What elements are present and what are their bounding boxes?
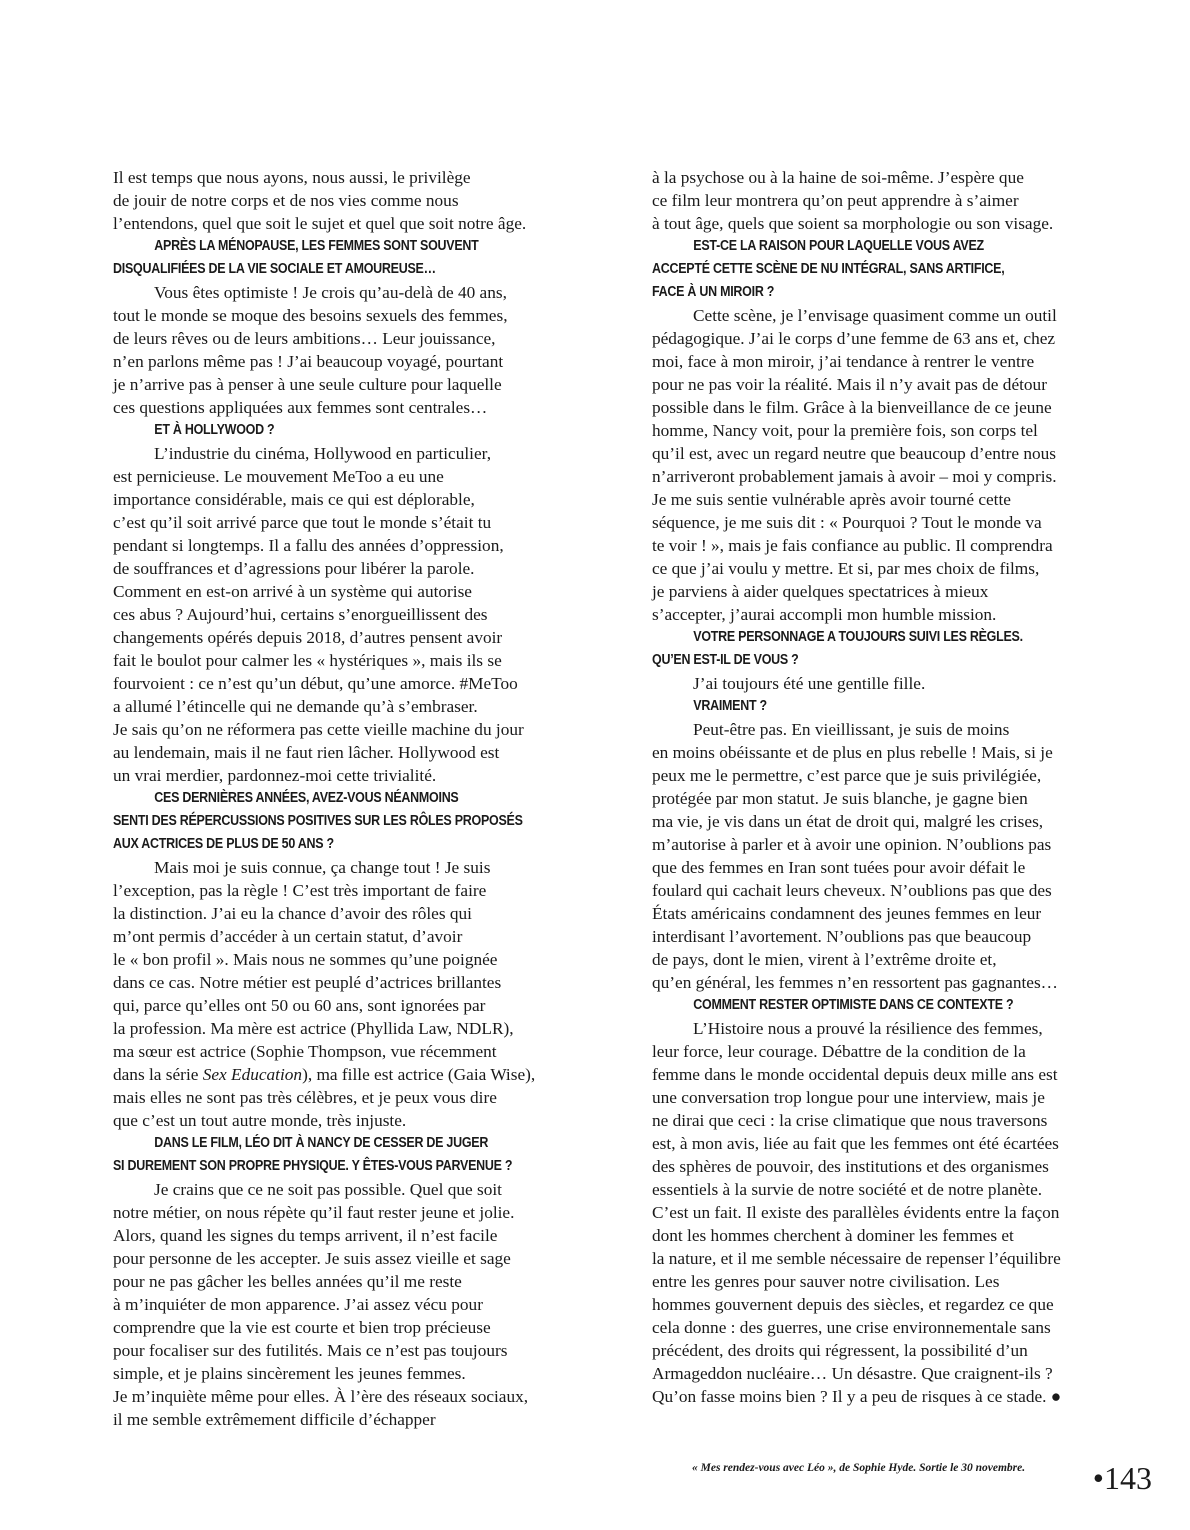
line-text: je parviens à aider quelques spectatrices à mieux <box>652 582 989 601</box>
line-text: Je crains que ce ne soit pas possible. Quel que soit <box>154 1180 502 1199</box>
line-text: séquence, je me suis dit : « Pourquoi ? Tout le monde va <box>652 513 1042 532</box>
body-text-line <box>652 925 1122 948</box>
body-text-line <box>652 741 1122 764</box>
line-text: a allumé l’étincelle qui ne demande qu’à s’embraser. <box>113 697 478 716</box>
body-text-line <box>652 166 1122 189</box>
body-text-line <box>113 603 583 626</box>
line-text: qu’il est, avec un regard neutre que beaucoup d’entre nous <box>652 444 1057 463</box>
interview-question-line <box>652 281 1056 304</box>
line-text: dans la série <box>113 1065 203 1084</box>
body-text-line <box>652 902 1122 925</box>
line-text: que c’est un tout autre monde, très injuste. <box>113 1111 407 1130</box>
line-text: Je me suis sentie vulnérable après avoir tourné cette <box>652 490 1011 509</box>
body-text-line <box>113 534 583 557</box>
body-text-line <box>652 1247 1122 1270</box>
line-text: DANS LE FILM, LÉO DIT À NANCY DE CESSER DE JUGER <box>154 1135 489 1151</box>
line-text: Il est temps que nous ayons, nous aussi, le privilège <box>113 168 471 187</box>
body-text-line <box>652 396 1122 419</box>
interview-question-line <box>113 419 517 442</box>
line-text: m’autorise à parler et à avoir une opinion. N’oublions pas <box>652 835 1052 854</box>
body-text-line <box>113 649 583 672</box>
interview-question-line <box>113 1155 517 1178</box>
line-text: Alors, quand les signes du temps arrivent, il n’est facile <box>113 1226 498 1245</box>
body-text-line <box>652 419 1122 442</box>
line-text: en moins obéissante et de plus en plus rebelle ! Mais, si je <box>652 743 1053 762</box>
line-text: de pays, dont le mien, virent à l’extrême droite et, <box>652 950 997 969</box>
line-text: cela donne : des guerres, une crise environnementale sans <box>652 1318 1051 1337</box>
body-text-line <box>652 580 1122 603</box>
body-text-line <box>652 1063 1122 1086</box>
line-text: précédent, des droits qui régressent, la possibilité d’un <box>652 1341 1028 1360</box>
body-text-line <box>652 350 1122 373</box>
body-text-line <box>652 1293 1122 1316</box>
article-column-left <box>113 166 583 1431</box>
body-text-line <box>652 1109 1122 1132</box>
body-text-line <box>652 833 1122 856</box>
body-text-line <box>113 672 583 695</box>
body-text-line <box>113 1339 583 1362</box>
body-text-line <box>652 557 1122 580</box>
line-text: à tout âge, quels que soient sa morphologie ou son visage. <box>652 214 1054 233</box>
body-text-line <box>113 488 583 511</box>
line-text: notre métier, on nous répète qu’il faut rester jeune et jolie. <box>113 1203 515 1222</box>
body-text-line <box>113 166 583 189</box>
line-text: des sphères de pouvoir, des institutions et des organismes <box>652 1157 1049 1176</box>
film-credit: « Mes rendez-vous avec Léo », de Sophie Hyde. Sortie le 30 novembre. <box>692 1462 1026 1474</box>
line-text: que des femmes en Iran sont tuées pour avoir défait le <box>652 858 1026 877</box>
body-text-line <box>652 856 1122 879</box>
line-text: la nature, et il me semble nécessaire de repenser l’équilibre <box>652 1249 1061 1268</box>
line-text: ces questions appliquées aux femmes sont centrales… <box>113 398 488 417</box>
body-text-line <box>113 1362 583 1385</box>
series-title: Sex Education <box>202 1065 303 1084</box>
body-text-line <box>113 511 583 534</box>
body-text-line <box>113 557 583 580</box>
line-text: une conversation trop longue pour une interview, mais je <box>652 1088 1045 1107</box>
interview-question-line <box>652 258 1056 281</box>
body-text-line <box>113 304 583 327</box>
line-text: importance considérable, mais ce qui est déplorable, <box>113 490 475 509</box>
body-text-line <box>113 1040 583 1063</box>
body-text-line <box>113 327 583 350</box>
line-text: ACCEPTÉ CETTE SCÈNE DE NU INTÉGRAL, SANS ARTIFICE, <box>652 261 1005 277</box>
body-text-line <box>113 1385 583 1408</box>
body-text-line <box>113 1063 583 1086</box>
line-text: fourvoient : ce n’est qu’un début, qu’une amorce. #MeToo <box>113 674 518 693</box>
body-text-line <box>652 1362 1122 1385</box>
line-text: m’ont permis d’accéder à un certain statut, d’avoir <box>113 927 463 946</box>
interview-question-line <box>113 1132 517 1155</box>
line-text: de souffrances et d’agressions pour libérer la parole. <box>113 559 475 578</box>
body-text-line <box>652 465 1122 488</box>
body-text-line <box>113 1178 583 1201</box>
line-text: l’entendons, quel que soit le sujet et quel que soit notre âge. <box>113 214 527 233</box>
line-text: est pernicieuse. Le mouvement MeToo a eu une <box>113 467 444 486</box>
line-text: entre les genres pour sauver notre civilisation. Les <box>652 1272 1000 1291</box>
line-text: SENTI DES RÉPERCUSSIONS POSITIVES SUR LES RÔLES PROPOSÉS <box>113 813 523 829</box>
body-text-line <box>113 1086 583 1109</box>
line-text: de leurs rêves ou de leurs ambitions… Leur jouissance, <box>113 329 496 348</box>
body-text-line <box>652 948 1122 971</box>
body-text-line <box>652 1086 1122 1109</box>
line-text: EST-CE LA RAISON POUR LAQUELLE VOUS AVEZ <box>693 238 984 254</box>
interview-question-line <box>652 235 1056 258</box>
body-text-line <box>652 212 1122 235</box>
line-text: à m’inquiéter de mon apparence. J’ai assez vécu pour <box>113 1295 483 1314</box>
body-text-line <box>652 764 1122 787</box>
line-text: simple, et je plains sincèrement les jeunes femmes. <box>113 1364 466 1383</box>
line-text: interdisant l’avortement. N’oublions pas que beaucoup <box>652 927 1032 946</box>
line-text: moi, face à mon miroir, j’ai tendance à rentrer le ventre <box>652 352 1035 371</box>
line-text: DISQUALIFIÉES DE LA VIE SOCIALE ET AMOUREUSE… <box>113 261 436 277</box>
body-text-line <box>652 1132 1122 1155</box>
body-text-line <box>652 1316 1122 1339</box>
line-text: ces abus ? Aujourd’hui, certains s’enorgueillissent des <box>113 605 488 624</box>
body-text-line <box>652 718 1122 741</box>
line-text: leur force, leur courage. Débattre de la condition de la <box>652 1042 1026 1061</box>
line-text: VRAIMENT ? <box>693 698 767 714</box>
line-text: s’accepter, j’aurai accompli mon humble mission. <box>652 605 997 624</box>
interview-question-line <box>652 695 1056 718</box>
body-text-line <box>652 1385 1122 1408</box>
body-text-line <box>652 189 1122 212</box>
line-text: ne dirai que ceci : la crise climatique que nous traversons <box>652 1111 1048 1130</box>
line-text: dont les hommes cherchent à dominer les femmes et <box>652 1226 1014 1245</box>
line-text: États américains condamnent des jeunes femmes en leur <box>652 904 1042 923</box>
body-text-line <box>652 304 1122 327</box>
body-text-line <box>652 971 1122 994</box>
line-text: la distinction. J’ai eu la chance d’avoir des rôles qui <box>113 904 472 923</box>
line-text: AUX ACTRICES DE PLUS DE 50 ANS ? <box>113 836 334 852</box>
body-text-line <box>652 442 1122 465</box>
body-text-line <box>113 971 583 994</box>
line-text: comprendre que la vie est courte et bien trop précieuse <box>113 1318 491 1337</box>
line-text: foulard qui cachait leurs cheveux. N’oublions pas que des <box>652 881 1052 900</box>
line-text: un vrai merdier, pardonnez-moi cette trivialité. <box>113 766 437 785</box>
body-text-line <box>652 1224 1122 1247</box>
line-text: pédagogique. J’ai le corps d’une femme de 63 ans et, chez <box>652 329 1056 348</box>
body-text-line <box>113 212 583 235</box>
line-text: te voir ! », mais je fais confiance au public. Il comprendra <box>652 536 1053 555</box>
line-text: pendant si longtemps. Il a fallu des années d’oppression, <box>113 536 504 555</box>
line-text: Mais moi je suis connue, ça change tout ! Je suis <box>154 858 491 877</box>
page-number: •143 <box>1092 1460 1152 1496</box>
line-text: l’exception, pas la règle ! C’est très important de faire <box>113 881 487 900</box>
line-text: il me semble extrêmement difficile d’échapper <box>113 1410 436 1429</box>
line-text: qui, parce qu’elles ont 50 ou 60 ans, sont ignorées par <box>113 996 486 1015</box>
body-text-line <box>113 1224 583 1247</box>
body-text-line <box>113 1270 583 1293</box>
line-text: FACE À UN MIROIR ? <box>652 284 775 300</box>
line-text: C’est un fait. Il existe des parallèles évidents entre la façon <box>652 1203 1060 1222</box>
body-text-line <box>113 1201 583 1224</box>
line-text: Cette scène, je l’envisage quasiment comme un outil <box>693 306 1057 325</box>
body-text-line <box>113 281 583 304</box>
line-text: L’Histoire nous a prouvé la résilience des femmes, <box>693 1019 1043 1038</box>
interview-question-line <box>113 833 517 856</box>
body-text-line <box>652 1178 1122 1201</box>
line-text: L’industrie du cinéma, Hollywood en particulier, <box>154 444 492 463</box>
line-text: tout le monde se moque des besoins sexuels des femmes, <box>113 306 508 325</box>
interview-question-line <box>652 626 1056 649</box>
line-text: la profession. Ma mère est actrice (Phyllida Law, NDLR), <box>113 1019 514 1038</box>
body-text-line <box>113 948 583 971</box>
body-text-line <box>113 925 583 948</box>
body-text-line <box>652 534 1122 557</box>
line-text: de jouir de notre corps et de nos vies comme nous <box>113 191 459 210</box>
article-column-right <box>652 166 1122 1408</box>
body-text-line <box>652 373 1122 396</box>
body-text-line <box>652 810 1122 833</box>
body-text-line <box>652 603 1122 626</box>
body-text-line <box>113 442 583 465</box>
line-text: APRÈS LA MÉNOPAUSE, LES FEMMES SONT SOUVENT <box>154 238 479 254</box>
line-text: mais elles ne sont pas très célèbres, et je peux vous dire <box>113 1088 497 1107</box>
line-text: pour focaliser sur des futilités. Mais ce n’est pas toujours <box>113 1341 508 1360</box>
line-text: COMMENT RESTER OPTIMISTE DANS CE CONTEXTE ? <box>693 997 1014 1013</box>
line-text: je n’arrive pas à penser à une seule culture pour laquelle <box>113 375 502 394</box>
line-text: ET À HOLLYWOOD ? <box>154 422 275 438</box>
line-text: fait le boulot pour calmer les « hystériques », mais ils se <box>113 651 502 670</box>
body-text-line <box>652 1040 1122 1063</box>
line-text: ), ma fille est actrice (Gaia Wise), <box>302 1065 536 1084</box>
line-text: au lendemain, mais il ne faut rien lâcher. Hollywood est <box>113 743 500 762</box>
line-text: pour personne de les accepter. Je suis assez vieille et sage <box>113 1249 511 1268</box>
body-text-line <box>113 373 583 396</box>
body-text-line <box>113 902 583 925</box>
interview-question-line <box>652 649 1056 672</box>
line-text: dans ce cas. Notre métier est peuplé d’actrices brillantes <box>113 973 502 992</box>
body-text-line <box>652 327 1122 350</box>
body-text-line <box>652 511 1122 534</box>
body-text-line <box>652 879 1122 902</box>
body-text-line <box>113 1247 583 1270</box>
body-text-line <box>652 1339 1122 1362</box>
line-text: hommes gouvernent depuis des siècles, et regardez ce que <box>652 1295 1054 1314</box>
body-text-line <box>652 488 1122 511</box>
line-text: possible dans le film. Grâce à la bienveillance de ce jeune <box>652 398 1052 417</box>
body-text-line <box>113 741 583 764</box>
interview-question-line <box>113 787 517 810</box>
interview-question-line <box>113 258 517 281</box>
line-text: n’arriveront probablement jamais à avoir – moi y compris. <box>652 467 1057 486</box>
line-text: changements opérés depuis 2018, d’autres pensent avoir <box>113 628 503 647</box>
body-text-line <box>652 1201 1122 1224</box>
body-text-line <box>113 350 583 373</box>
line-text: CES DERNIÈRES ANNÉES, AVEZ-VOUS NÉANMOINS <box>154 790 459 806</box>
body-text-line <box>113 189 583 212</box>
body-text-line <box>652 672 1122 695</box>
body-text-line <box>113 396 583 419</box>
line-text: ce film leur montrera qu’on peut apprendre à s’aimer <box>652 191 1019 210</box>
body-text-line <box>113 695 583 718</box>
body-text-line <box>113 580 583 603</box>
body-text-line <box>113 1408 583 1431</box>
line-text: femme dans le monde occidental depuis deux mille ans est <box>652 1065 1058 1084</box>
line-text: c’est qu’il soit arrivé parce que tout le monde s’était tu <box>113 513 492 532</box>
line-text: à la psychose ou à la haine de soi-même. J’espère que <box>652 168 1024 187</box>
body-text-line <box>652 1017 1122 1040</box>
line-text: homme, Nancy voit, pour la première fois, son corps tel <box>652 421 1038 440</box>
line-text: Vous êtes optimiste ! Je crois qu’au-delà de 40 ans, <box>154 283 507 302</box>
body-text-line <box>113 856 583 879</box>
line-text: J’ai toujours été une gentille fille. <box>693 674 926 693</box>
line-text: essentiels à la survie de notre société et de notre planète. <box>652 1180 1043 1199</box>
line-text: est, à mon avis, liée au fait que les femmes ont été écartées <box>652 1134 1059 1153</box>
line-text: Comment en est-on arrivé à un système qui autorise <box>113 582 472 601</box>
line-text: pour ne pas voir la réalité. Mais il n’y avait pas de détour <box>652 375 1047 394</box>
line-text: peux me le permettre, c’est parce que je suis privilégiée, <box>652 766 1042 785</box>
body-text-line <box>113 1017 583 1040</box>
line-text: Qu’on fasse moins bien ? Il y a peu de risques à ce stade. ● <box>652 1387 1062 1406</box>
line-text: Je sais qu’on ne réformera pas cette vieille machine du jour <box>113 720 524 739</box>
interview-question-line <box>113 235 517 258</box>
body-text-line <box>113 1293 583 1316</box>
interview-question-line <box>652 994 1056 1017</box>
body-text-line <box>652 1270 1122 1293</box>
body-text-line <box>113 764 583 787</box>
line-text: VOTRE PERSONNAGE A TOUJOURS SUIVI LES RÈGLES. <box>693 629 1023 645</box>
body-text-line <box>652 1155 1122 1178</box>
line-text: Je m’inquiète même pour elles. À l’ère des réseaux sociaux, <box>113 1387 529 1406</box>
line-text: ma vie, je vis dans un état de droit qui, malgré les crises, <box>652 812 1044 831</box>
line-text: qu’en général, les femmes n’en ressortent pas gagnantes… <box>652 973 1058 992</box>
line-text: Armageddon nucléaire… Un désastre. Que craignent-ils ? <box>652 1364 1053 1383</box>
line-text: Peut-être pas. En vieillissant, je suis de moins <box>693 720 1010 739</box>
body-text-line <box>113 1109 583 1132</box>
interview-question-line <box>113 810 523 833</box>
line-text: QU’EN EST-IL DE VOUS ? <box>652 652 799 668</box>
body-text-line <box>113 1316 583 1339</box>
body-text-line <box>652 787 1122 810</box>
body-text-line <box>113 465 583 488</box>
line-text: SI DUREMENT SON PROPRE PHYSIQUE. Y ÊTES-VOUS PARVENUE ? <box>113 1158 513 1174</box>
line-text: ce que j’ai voulu y mettre. Et si, par mes choix de films, <box>652 559 1040 578</box>
body-text-line <box>113 879 583 902</box>
line-text: protégée par mon statut. Je suis blanche, je gagne bien <box>652 789 1028 808</box>
line-text: le « bon profil ». Mais nous ne sommes qu’une poignée <box>113 950 498 969</box>
body-text-line <box>113 626 583 649</box>
line-text: pour ne pas gâcher les belles années qu’il me reste <box>113 1272 462 1291</box>
body-text-line <box>113 994 583 1017</box>
line-text: ma sœur est actrice (Sophie Thompson, vue récemment <box>113 1042 497 1061</box>
line-text: n’en parlons même pas ! J’ai beaucoup voyagé, pourtant <box>113 352 504 371</box>
body-text-line <box>113 718 583 741</box>
